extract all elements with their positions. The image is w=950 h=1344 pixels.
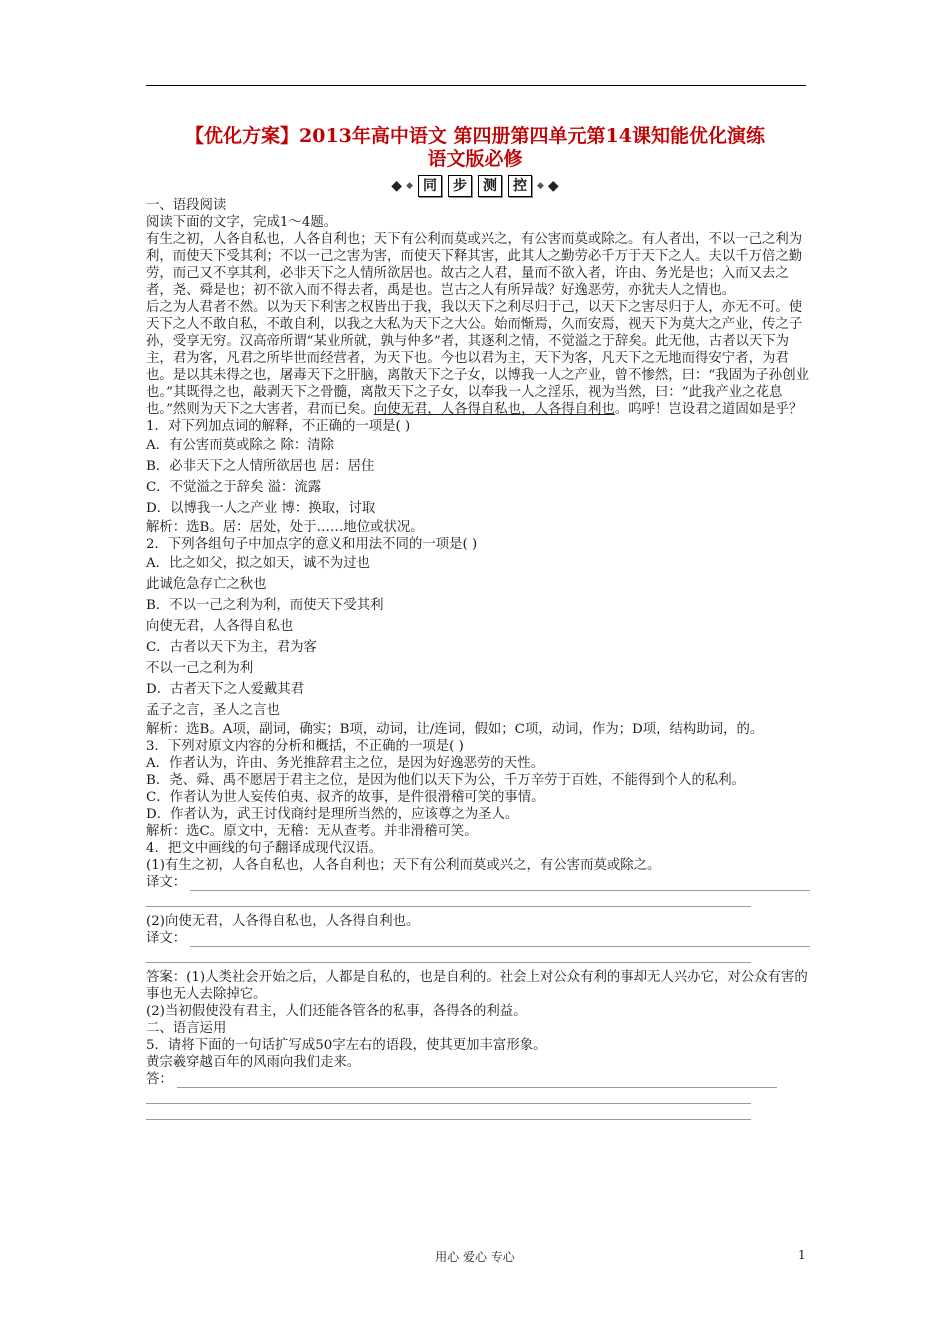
small-diamond-icon: ◆ bbox=[406, 181, 413, 191]
q1-option-c: C．不觉溢之于辞矣 溢：流露 bbox=[146, 480, 322, 495]
translation-label: 译文： bbox=[146, 875, 187, 890]
small-diamond-icon: ◆ bbox=[537, 181, 544, 191]
translation-row-2 bbox=[146, 930, 814, 947]
q4-answer-2: (2)当初假使没有君主，人们还能各管各的私事，各得各的利益。 bbox=[146, 1004, 527, 1019]
passage-paragraph-2: 后之为人君者不然。以为天下利害之权皆出于我，我以天下之利尽归于己，以天下之害尽归于人，亦无不可。使天下之人不敢自私，不敢自利，以我之大私为天下之大公。始而惭焉，久而安焉，视天下为莫大之产业，传之子孙，受享无穷。汉高帝所谓“某业所就，孰与仲多”者，其逐利之情，不觉溢之于辞矣。此无他，古者以天下为主，君为客，凡君之所毕世而经营者，为天下也。今也以君为主，天下为客，凡天下之无地而得安宁者，为君也。是以其未得之也，屠毒天下之肝脑，离散天下之子女，以博我一人之产业，曾不惨然，曰：“我固为子孙创业也。”其既得之也，敲剥天下之骨髓，离散天下之子女，以奉我一人之淫乐，视为当然，曰：“此我产业之花息也。”然则为天下之大害者，君而已矣。向使无君，人各得自私也，人各得自利也。呜呼！岂设君之道固如是乎？ bbox=[146, 300, 809, 417]
q5-sentence: 黄宗羲穿越百年的风雨向我们走来。 bbox=[146, 1055, 361, 1070]
question-3-stem: 3．下列对原文内容的分析和概括，不正确的一项是( ) bbox=[146, 739, 464, 754]
q3-option-c: C．作者认为世人妄传伯夷、叔齐的故事，是件很滑稽可笑的事情。 bbox=[146, 790, 545, 805]
answer-line[interactable] bbox=[146, 1104, 751, 1120]
q4-answer-1: 答案：(1)人类社会开始之后，人都是自私的，也是自利的。社会上对公众有利的事却无人兴办它，对公众有害的事也无人去除掉它。 bbox=[146, 970, 808, 1002]
q1-analysis: 解析：选B。居：居处，处于……地位或状况。 bbox=[146, 520, 424, 535]
q4-sentence-2: (2)向使无君，人各得自私也，人各得自利也。 bbox=[146, 914, 420, 929]
q3-analysis: 解析：选C。原文中，无稽：无从查考。并非滑稽可笑。 bbox=[146, 824, 478, 839]
section-heading: 二、语言运用 bbox=[146, 1021, 227, 1036]
question-5-stem: 5．请将下面的一句话扩写成50字左右的语段，使其更加丰富形象。 bbox=[146, 1038, 547, 1053]
question-1-stem: 1．对下列加点词的解释，不正确的一项是( ) bbox=[146, 419, 411, 434]
q3-option-d: D．作者认为，武王讨伐商纣是理所当然的，应该尊之为圣人。 bbox=[146, 807, 519, 822]
document-body bbox=[146, 197, 814, 1120]
q2-pair-d-2: 孟子之言，圣人之言也 bbox=[146, 703, 280, 718]
question-4-stem: 4．把文中画线的句子翻译成现代汉语。 bbox=[146, 841, 383, 856]
doc-subtitle: 语文版必修 bbox=[427, 148, 523, 170]
q2-pair-a-2: 此诚危急存亡之秋也 bbox=[146, 577, 267, 592]
reading-intro: 阅读下面的文字，完成1～4题。 bbox=[146, 215, 338, 230]
answer-line[interactable] bbox=[146, 891, 751, 907]
answer-line[interactable] bbox=[146, 947, 751, 963]
section-heading: 一、语段阅读 bbox=[146, 198, 227, 213]
doc-title: 【优化方案】2013年高中语文 第四册第四单元第14课知能优化演练 bbox=[185, 125, 765, 147]
q2-pair-b-1: B．不以一己之利为利，而使天下受其利 bbox=[146, 598, 384, 613]
q3-option-a: A．作者认为，许由、务光推辞君主之位，是因为好逸恶劳的天性。 bbox=[146, 756, 544, 771]
answer-row bbox=[146, 1071, 814, 1088]
section-banner bbox=[370, 175, 580, 197]
q2-pair-d-1: D．古者天下之人爱戴其君 bbox=[146, 682, 305, 697]
q2-pair-c-2: 不以一己之利为利 bbox=[146, 661, 254, 676]
q2-analysis: 解析：选B。A项，副词，确实；B项，动词，让/连词，假如；C项，动词，作为；D项，结构助词，的。 bbox=[146, 722, 764, 737]
translation-label: 译文： bbox=[146, 931, 187, 946]
banner-char: 控 bbox=[508, 175, 532, 197]
answer-line[interactable] bbox=[177, 1077, 777, 1088]
passage-paragraph-1: 有生之初，人各自私也，人各自利也；天下有公利而莫或兴之，有公害而莫或除之。有人者出，不以一己之利为利，而使天下受其利；不以一己之害为害，而使天下释其害，此其人之勤劳必千万于天下之人。夫以千万倍之勤劳，而己又不享其利，必非天下之人情所欲居也。故古之人君，量而不欲入者，许由、务光是也；入而又去之者，尧、舜是也；初不欲入而不得去者，禹是也。岂古之人有所异哉？好逸恶劳，亦犹夫人之情也。 bbox=[146, 232, 803, 298]
answer-label: 答： bbox=[146, 1072, 173, 1087]
diamond-icon: ◆ bbox=[547, 178, 559, 194]
q2-pair-b-2: 向使无君，人各得自私也 bbox=[146, 619, 294, 634]
banner-char: 步 bbox=[448, 175, 472, 197]
q2-pair-c-1: C．古者以天下为主，君为客 bbox=[146, 640, 317, 655]
header-rule bbox=[146, 85, 806, 86]
answer-line[interactable] bbox=[146, 1088, 751, 1104]
q3-option-b: B．尧、舜、禹不愿居于君主之位，是因为他们以天下为公，千万辛劳于百姓，不能得到个人的私利。 bbox=[146, 773, 746, 788]
banner-char: 测 bbox=[478, 175, 502, 197]
answer-line[interactable] bbox=[190, 936, 810, 947]
q1-option-b: B．必非天下之人情所欲居也 居：居住 bbox=[146, 459, 375, 474]
question-2-stem: 2．下列各组句子中加点字的意义和用法不同的一项是( ) bbox=[146, 537, 478, 552]
banner-char: 同 bbox=[418, 175, 442, 197]
underlined-sentence: 向使无君，人各得自私也，人各得自利也 bbox=[373, 402, 615, 417]
translation-row-1 bbox=[146, 874, 814, 891]
q2-pair-a-1: A．比之如父，拟之如天，诚不为过也 bbox=[146, 556, 370, 571]
diamond-icon: ◆ bbox=[391, 178, 403, 194]
q1-option-a: A．有公害而莫或除之 除：清除 bbox=[146, 438, 335, 453]
footer-motto: 用心 爱心 专心 bbox=[435, 1250, 515, 1264]
page-number: 1 bbox=[798, 1248, 806, 1262]
q4-sentence-1: (1)有生之初，人各自私也，人各自利也；天下有公利而莫或兴之，有公害而莫或除之。 bbox=[146, 858, 661, 873]
answer-line[interactable] bbox=[190, 880, 810, 891]
q1-option-d: D．以博我一人之产业 博：换取，讨取 bbox=[146, 501, 376, 516]
